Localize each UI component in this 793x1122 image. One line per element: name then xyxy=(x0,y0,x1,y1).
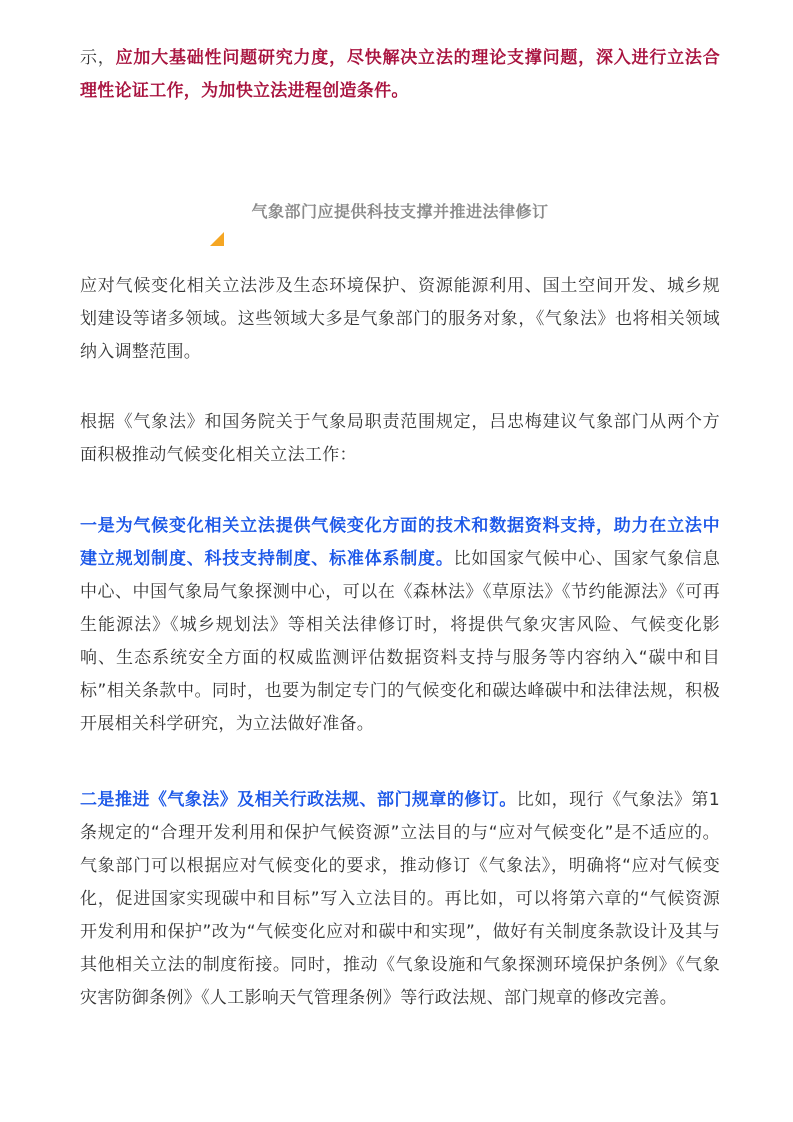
intro-emphasis: 应加大基础性问题研究力度，尽快解决立法的理论支撑问题，深入进行立法合理性论证工作，为加快立法进程创造条件。 xyxy=(80,48,720,101)
point-one-emphasis: 一是为气候变化相关立法提供气候变化方面的技术和数据资料支持，助力在立法中建立规划制度、科技支持制度、标准体系制度。 xyxy=(80,516,720,569)
intro-paragraph xyxy=(80,42,720,108)
paragraph-scope: 应对气候变化相关立法涉及生态环境保护、资源能源利用、国土空间开发、城乡规划建设等诸多领域。这些领域大多是气象部门的服务对象，《气象法》也将相关领域纳入调整范围。 xyxy=(80,276,720,362)
point-two-body: 比如，现行《气象法》第1条规定的“合理开发利用和保护气候资源”立法目的与“应对气候变化”是不适应的。气象部门可以根据应对气候变化的要求，推动修订《气象法》，明确将“应对气候变化，促进国家实现碳中和目标”写入立法目的。再比如，可以将第六章的“气候资源开发利用和保护”改为“气候变化应对和碳中和实现”，做好有关制度条款设计及其与其他相关立法的制度衔接。同时，推动《气象设施和气象探测环境保护条例》《气象灾害防御条例》《人工影响天气管理条例》等行政法规、部门规章的修改完善。 xyxy=(80,790,721,1008)
paragraph-point-one xyxy=(80,510,720,741)
corner-accent-icon xyxy=(210,232,224,246)
paragraph-suggestion-intro: 根据《气象法》和国务院关于气象局职责范围规定，吕忠梅建议气象部门从两个方面积极推动气候变化相关立法工作： xyxy=(80,412,720,465)
paragraph-point-two xyxy=(80,784,720,1015)
point-two-emphasis: 二是推进《气象法》及相关行政法规、部门规章的修订。 xyxy=(80,790,517,810)
intro-prefix: 示， xyxy=(80,48,116,68)
point-one-body: 比如国家气候中心、国家气象信息中心、中国气象局气象探测中心，可以在《森林法》《草原法》《节约能源法》《可再生能源法》《城乡规划法》等相关法律修订时，将提供气象灾害风险、气候变化影响、生态系统安全方面的权威监测评估数据资料支持与服务等内容纳入“碳中和目标”相关条款中。同时，也要为制定专门的气候变化和碳达峰碳中和法律法规，积极开展相关科学研究，为立法做好准备。 xyxy=(80,549,720,734)
section-heading: 气象部门应提供科技支撑并推进法律修订 xyxy=(251,202,549,221)
